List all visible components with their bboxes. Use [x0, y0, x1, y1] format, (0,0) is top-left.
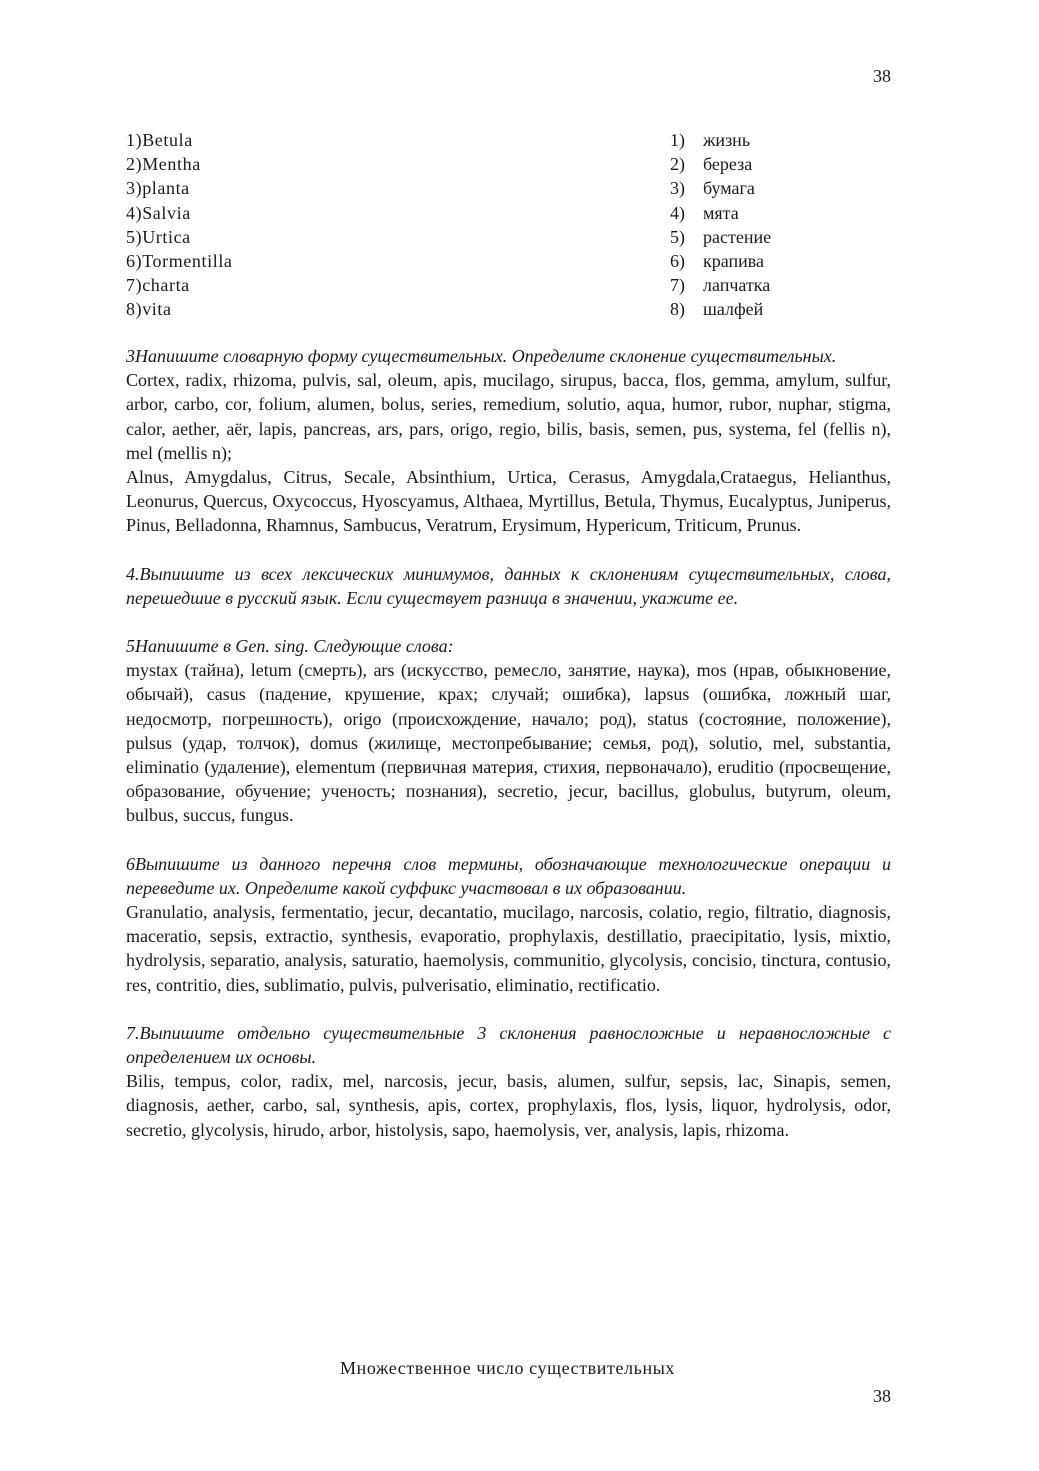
exercise-5 [126, 634, 891, 828]
russian-word: береза [703, 154, 753, 175]
page-number-bottom: 38 [873, 1386, 891, 1406]
exercise-heading: 6Выпишите из данного перечня слов термины, обозначающие технологические операции и переведите их. Определите какой суффикс участвовал в их образовании. [126, 853, 891, 898]
item-number: 8) [670, 299, 685, 320]
exercise-body: Bilis, tempus, color, radix, mel, narcosis, jecur, basis, alumen, sulfur, sepsis, lac, Sinapis, semen, diagnosis, aether, carbo, sal, synthesis, apis, cortex, prophylaxis, flos, lysis, liquor, hydrolysis, odor, secretio, glycolysis, hirudo, arbor, histolysis, sapo, haemolysis, ver, analysis, lapis, rhizoma. [126, 1071, 891, 1140]
russian-word-item [670, 249, 891, 273]
exercise-3 [126, 344, 891, 538]
russian-word: шалфей [703, 299, 764, 320]
latin-word: 3)planta [126, 178, 190, 199]
russian-word-list [670, 128, 891, 322]
russian-word: крапива [703, 251, 765, 272]
item-number: 7) [670, 275, 685, 296]
exercise-heading: 3Напишите словарную форму существительных. Определите склонение существительных. [126, 346, 837, 366]
latin-word: 4)Salvia [126, 202, 191, 223]
latin-word: 7)charta [126, 275, 190, 296]
russian-word-item [670, 225, 891, 249]
russian-word: мята [703, 202, 739, 223]
exercise-body-plants: Alnus, Amygdalus, Citrus, Secale, Absinthium, Urtica, Cerasus, Amygdala,Crataegus, Helianthus, Leonurus, Quercus, Oxycoccus, Hyoscyamus, Althaea, Myrtillus, Betula, Thymus, Eucalyptus, Juniperus, Pinus, Belladonna, Rhamnus, Sambucus, Veratrum, Erysimum, Hypericum, Triticum, Prunus. [126, 467, 891, 536]
exercise-4 [126, 562, 891, 610]
item-number: 4) [670, 202, 685, 223]
russian-word-item [670, 128, 891, 152]
latin-word: 8)vita [126, 299, 172, 320]
russian-word: лапчатка [703, 275, 771, 296]
russian-word: жизнь [703, 130, 751, 150]
item-number: 5) [670, 226, 685, 247]
exercise-7 [126, 1021, 891, 1142]
russian-word-item [670, 273, 891, 297]
matching-exercise [126, 128, 891, 322]
russian-word-item [670, 297, 891, 321]
next-section-title: Множественное число существительных [339, 1358, 675, 1378]
russian-word-item [670, 201, 891, 225]
item-number: 6) [670, 251, 685, 272]
latin-word: 2)Mentha [126, 154, 201, 175]
exercise-sections [126, 344, 891, 1166]
item-number: 3) [670, 178, 685, 199]
exercise-body: Granulatio, analysis, fermentatio, jecur, decantatio, mucilago, narcosis, colatio, regio, filtratio, diagnosis, maceratio, sepsis, extractio, synthesis, evaporatio, prophylaxis, destillatio, praecipitatio, lysis, mixtio, hydrolysis, separatio, analysis, saturatio, haemolysis, communitio, glycolysis, concisio, tinctura, contusio, res, contritio, dies, sublimatio, pulvis, pulverisatio, eliminatio, rectificatio. [126, 902, 891, 995]
exercise-heading: 7.Выпишите отдельно существительные 3 склонения равносложные и неравносложные с определением их основы. [126, 1022, 891, 1068]
exercise-6 [126, 852, 891, 997]
exercise-body: Cortex, radix, rhizoma, pulvis, sal, oleum, apis, mucilago, sirupus, bacca, flos, gemma, amylum, sulfur, arbor, carbo, cor, folium, alumen, bolus, series, remedium, solutio, aqua, humor, rubor, nuphar, stigma, calor, aether, aёr, lapis, pancreas, ars, pars, origo, regio, bilis, basis, semen, pus, systema, fel (fellis n), mel (mellis n); [126, 370, 891, 463]
latin-word: 5)Urtica [126, 226, 191, 247]
exercise-body: mystax (тайна), letum (смерть), ars (искусство, ремесло, занятие, наука), mos (нрав, обыкновение, обычай), casus (падение, крушение, крах; случай; ошибка), lapsus (ошибка, ложный шаг, недосмотр, погрешность), origo (происхождение, начало; род), status (состояние, положение), pulsus (удар, толчок), domus (жилище, местопребывание; семья, род), solutio, mel, substantia, eliminatio (удаление), elementum (первичная материя, стихия, первоначало), eruditio (просвещение, образование, обучение; ученость; познания), secretio, jecur, bacillus, globulus, butyrum, oleum, bulbus, succus, fungus. [126, 660, 891, 826]
exercise-heading: 4.Выпишите из всех лексических минимумов, данных к склонениям существительных, слова, перешедшие в русский язык. Если существует разница в значении, укажите ее. [126, 563, 891, 608]
item-number: 1) [670, 130, 685, 150]
latin-word-list [126, 128, 233, 322]
exercise-heading: 5Напишите в Gen. sing. Следующие слова: [126, 636, 454, 657]
latin-word: 1)Betula [126, 130, 193, 150]
russian-word: бумага [703, 178, 755, 199]
russian-word-item [670, 152, 891, 176]
page-number-top: 38 [873, 66, 891, 86]
russian-word: растение [703, 226, 772, 247]
latin-word: 6)Tormentilla [126, 251, 233, 272]
item-number: 2) [670, 154, 685, 175]
russian-word-item [670, 176, 891, 200]
